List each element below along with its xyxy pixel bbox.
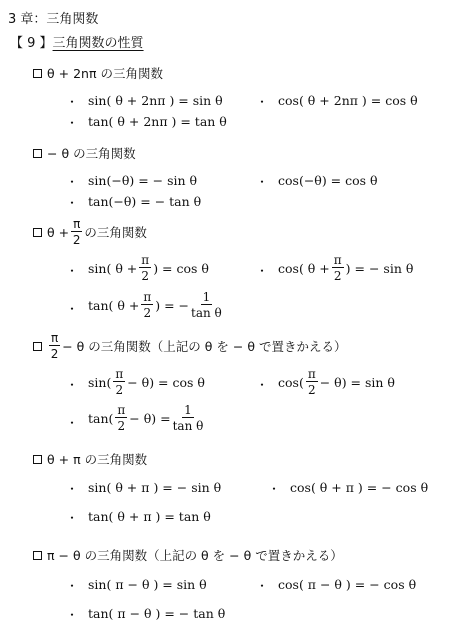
- formula-cos-theta-plus-pi: cos( θ + π ) = − cos θ: [290, 480, 429, 495]
- bullet: ・: [66, 416, 79, 430]
- formula-tan-pi-minus-theta: tan( π − θ ) = − tan θ: [88, 606, 226, 621]
- formula-tan-minus-theta: tan(−θ) = − tan θ: [88, 194, 202, 209]
- formula-tan-pi-over-2-minus-theta: tan( $\frac{\pi}{2}$ − θ) = $\frac{1}{\text{tan θ}}$: [88, 403, 204, 433]
- heading-theta-plus-pi: θ + π の三角関数: [33, 450, 147, 468]
- checkbox-square-icon: [33, 342, 42, 351]
- formula-cos-minus-theta: cos(−θ) = cos θ: [278, 173, 378, 188]
- section-number: 【 9 】: [10, 36, 53, 51]
- bullet: ・: [256, 175, 269, 189]
- formula-tan-theta-plus-pi: tan( θ + π ) = tan θ: [88, 509, 211, 524]
- bullet: ・: [66, 95, 79, 109]
- formula-cos-theta-plus-pi-over-2: cos( θ + $\frac{\pi}{2}$ ) = − sin θ: [278, 253, 414, 283]
- formula-tan-theta-plus-2npi: tan( θ + 2nπ ) = tan θ: [88, 114, 227, 129]
- chapter-title: 3 章：三角関数: [8, 12, 99, 27]
- formula-cos-theta-plus-2npi: cos( θ + 2nπ ) = cos θ: [278, 93, 418, 108]
- bullet: ・: [66, 511, 79, 525]
- bullet: ・: [66, 196, 79, 210]
- checkbox-square-icon: [33, 551, 42, 560]
- formula-sin-theta-plus-pi: sin( θ + π ) = − sin θ: [88, 480, 222, 495]
- bullet: ・: [66, 116, 79, 130]
- bullet: ・: [66, 264, 79, 278]
- formula-sin-pi-over-2-minus-theta: sin( $\frac{\pi}{2}$ − θ) = cos θ: [88, 367, 205, 397]
- heading-minus-theta: − θ の三角関数: [33, 144, 136, 162]
- checkbox-square-icon: [33, 149, 42, 158]
- heading-theta-plus-2npi: θ + 2nπ の三角関数: [33, 64, 163, 82]
- formula-cos-pi-minus-theta: cos( π − θ ) = − cos θ: [278, 577, 417, 592]
- checkbox-square-icon: [33, 69, 42, 78]
- bullet: ・: [256, 95, 269, 109]
- section-heading: [10, 32, 144, 51]
- formula-cos-pi-over-2-minus-theta: cos( $\frac{\pi}{2}$ − θ) = sin θ: [278, 367, 395, 397]
- bullet: ・: [66, 579, 79, 593]
- bullet: ・: [268, 482, 281, 496]
- formula-tan-theta-plus-pi-over-2: tan( θ + $\frac{\pi}{2}$ ) = − $\frac{1}{\text{tan θ}}$: [88, 290, 222, 320]
- heading-pi-over-2-minus-theta: $\frac{\pi}{2}$ − θ の三角関数（上記の θ を − θ で置きかえる）: [33, 332, 346, 360]
- heading-theta-plus-pi-over-2: θ + $\frac{\pi}{2}$ の三角関数: [33, 218, 147, 246]
- bullet: ・: [256, 264, 269, 278]
- section-title: 三角関数の性質: [52, 36, 144, 51]
- bullet: ・: [66, 175, 79, 189]
- bullet: ・: [66, 302, 79, 316]
- formula-sin-theta-plus-2npi: sin( θ + 2nπ ) = sin θ: [88, 93, 223, 108]
- formula-sin-theta-plus-pi-over-2: sin( θ + $\frac{\pi}{2}$ ) = cos θ: [88, 253, 209, 283]
- formula-sin-pi-minus-theta: sin( π − θ ) = sin θ: [88, 577, 207, 592]
- bullet: ・: [66, 482, 79, 496]
- heading-pi-minus-theta: π − θ の三角関数（上記の θ を − θ で置きかえる）: [33, 546, 343, 564]
- bullet: ・: [66, 608, 79, 622]
- bullet: ・: [66, 378, 79, 392]
- formula-sin-minus-theta: sin(−θ) = − sin θ: [88, 173, 198, 188]
- bullet: ・: [256, 378, 269, 392]
- checkbox-square-icon: [33, 228, 42, 237]
- checkbox-square-icon: [33, 455, 42, 464]
- bullet: ・: [256, 579, 269, 593]
